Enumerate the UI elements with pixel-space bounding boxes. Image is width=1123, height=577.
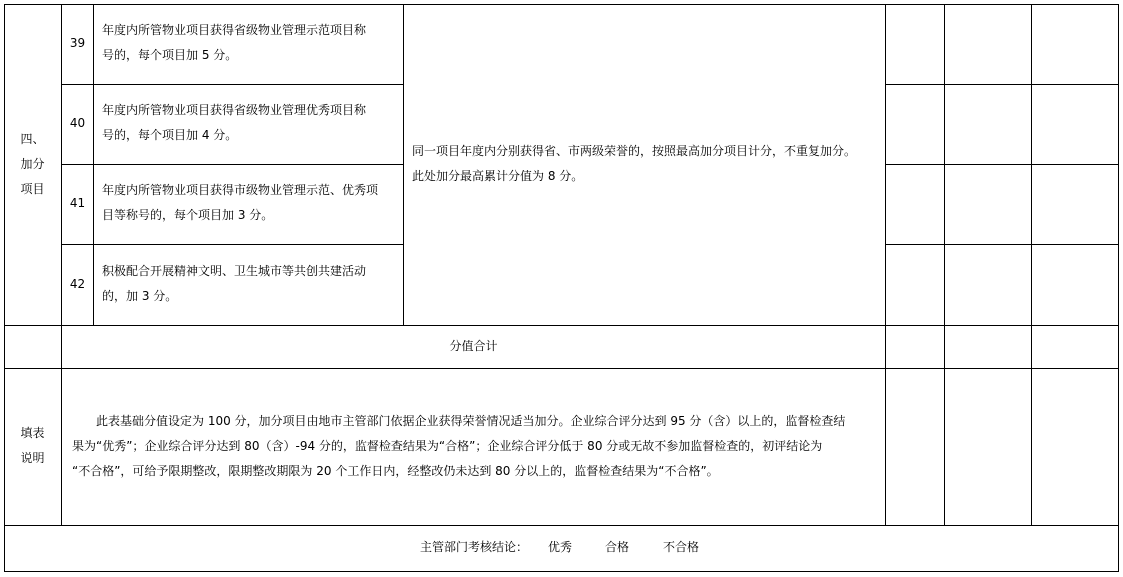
row-number: 42	[69, 277, 86, 291]
conclusion-option-pass: 合格	[605, 540, 630, 554]
column-divider	[61, 4, 62, 526]
row-divider	[885, 84, 1119, 85]
row-divider	[4, 525, 1119, 526]
column-divider	[944, 4, 945, 526]
column-divider	[885, 4, 886, 526]
instructions-label: 说明	[20, 451, 45, 465]
row-number: 41	[69, 196, 86, 210]
row-divider	[885, 244, 1119, 245]
table-right-border	[1118, 4, 1119, 572]
instructions-text: “不合格”，可给予限期整改，限期整改期限为 20 个工作日内，经整改仍未达到 80 分以上的，监督检查结果为“不合格”。	[72, 464, 719, 478]
bonus-note-text: 同一项目年度内分别获得省、市两级荣誉的，按照最高加分项目计分，不重复加分。	[412, 144, 857, 158]
column-divider	[403, 4, 404, 326]
row-criterion-text: 的，加 3 分。	[102, 289, 178, 303]
column-divider	[1031, 4, 1032, 526]
row-criterion-text: 号的，每个项目加 4 分。	[102, 128, 238, 142]
total-label: 分值合计	[449, 339, 498, 353]
row-criterion-text: 年度内所管物业项目获得市级物业管理示范、优秀项	[102, 183, 379, 197]
conclusion-label: 主管部门考核结论：	[420, 540, 529, 554]
row-criterion-text: 年度内所管物业项目获得省级物业管理优秀项目称	[102, 103, 367, 117]
row-divider	[4, 368, 1119, 369]
instructions-text: 此表基础分值设定为 100 分，加分项目由地市主管部门依据企业获得荣誉情况适当加分。企业综合评分达到 95 分（含）以上的，监督检查结	[96, 414, 846, 428]
row-number: 40	[69, 116, 86, 130]
table-bottom-border	[4, 571, 1119, 572]
instructions-label: 填表	[20, 426, 45, 440]
row-divider	[4, 325, 1119, 326]
table-left-border	[4, 4, 5, 572]
row-criterion-text: 积极配合开展精神文明、卫生城市等共创共建活动	[102, 264, 367, 278]
section-label-line: 加分	[20, 157, 45, 171]
row-number: 39	[69, 36, 86, 50]
row-criterion-text: 号的，每个项目加 5 分。	[102, 48, 238, 62]
conclusion-option-fail: 不合格	[663, 540, 700, 554]
row-divider	[885, 164, 1119, 165]
row-divider	[62, 244, 403, 245]
conclusion-option-excellent: 优秀	[548, 540, 573, 554]
row-criterion-text: 目等称号的，每个项目加 3 分。	[102, 208, 274, 222]
column-divider	[93, 4, 94, 326]
instructions-text: 果为“优秀”；企业综合评分达到 80（含）-94 分的，监督检查结果为“合格”；企业综合评分低于 80 分或无故不参加监督检查的，初评结论为	[72, 439, 823, 453]
row-divider	[62, 84, 403, 85]
section-label-line: 四、	[20, 132, 45, 146]
row-divider	[62, 164, 403, 165]
bonus-note-text: 此处加分最高累计分值为 8 分。	[412, 169, 584, 183]
row-criterion-text: 年度内所管物业项目获得省级物业管理示范项目称	[102, 23, 367, 37]
table-top-border	[4, 4, 1119, 5]
section-label-line: 项目	[20, 182, 45, 196]
